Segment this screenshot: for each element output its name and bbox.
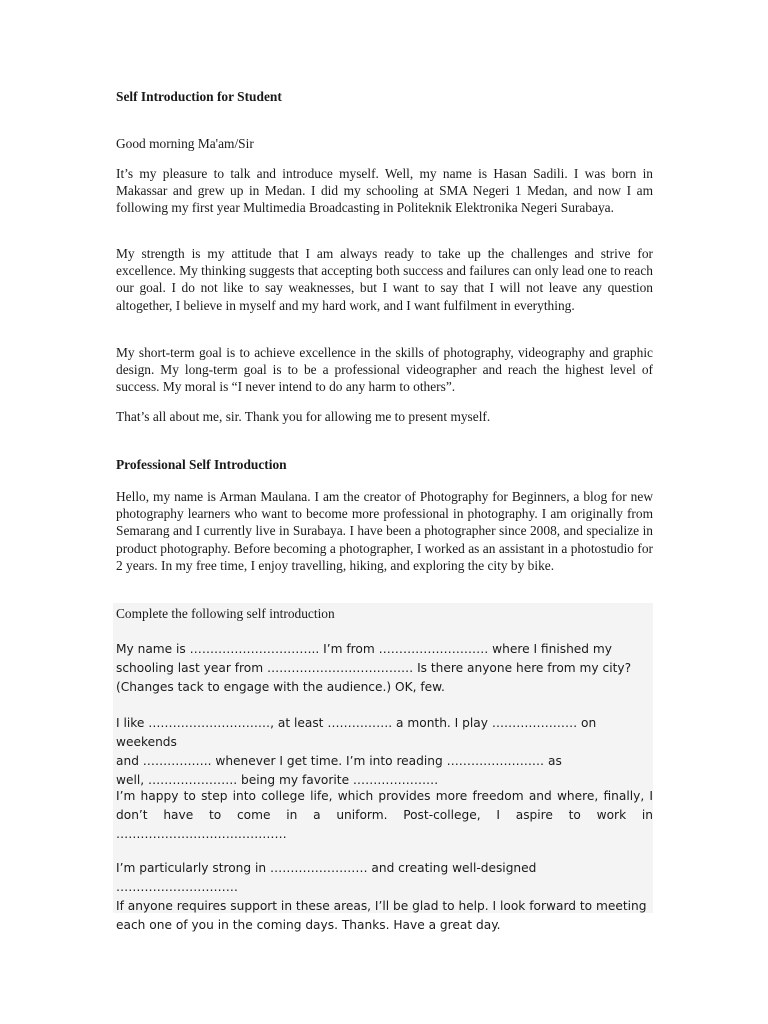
exercise-title: Complete the following self introduction xyxy=(116,606,335,621)
exercise-strengths-line-1: I’m particularly strong in …………………… and creating well-designed ………………………… xyxy=(116,861,537,894)
paragraph-student-strength: My strength is my attitude that I am always ready to take up the challenges and strive for excellence. My thinking suggests that accepting both success and failures can only lead one to reach our goal. I do not like to say weaknesses, but I want to say that I will not leave any question altogether, I believe in myself and my hard work, and I want fulfilment in everything. xyxy=(116,246,653,313)
paragraph-student-closing: That’s all about me, sir. Thank you for allowing me to present myself. xyxy=(116,409,491,424)
exercise-strengths-line-2: If anyone requires support in these areas, I’ll be glad to help. I look forward to meeting each one of you in the coming days. Thanks. Have a great day. xyxy=(116,899,647,932)
exercise-hobbies-line-3: well, …………………. being my favorite ………………… xyxy=(116,773,439,787)
section-title-student: Self Introduction for Student xyxy=(116,89,282,104)
paragraph-student-intro: It’s my pleasure to talk and introduce myself. Well, my name is Hasan Sadili. I was born in Makassar and grew up in Medan. I did my schooling at SMA Negeri 1 Medan, and now I am following my first year Multimedia Broadcasting in Politeknik Elektronika Negeri Surabaya. xyxy=(116,166,653,216)
exercise-hobbies-line-2: and …………….. whenever I get time. I’m into reading …………………… as xyxy=(116,754,562,768)
exercise-hobbies-line-1: I like …………………………, at least ……………. a month. I play ………………… on weekends xyxy=(116,716,597,749)
section-title-professional: Professional Self Introduction xyxy=(116,457,287,472)
greeting: Good morning Ma'am/Sir xyxy=(116,136,254,151)
exercise-paragraph-name: My name is ………………………….. I’m from ……………………… where I finished my schooling last year from ……………………………… Is there anyone here from my city? (Changes tack to engage with the audience.) OK, few. xyxy=(116,642,632,694)
exercise-paragraph-hobbies xyxy=(116,714,653,790)
paragraph-student-goals: My short-term goal is to achieve excellence in the skills of photography, videography and graphic design. My long-term goal is to be a professional videographer and reach the highest level of success. My moral is “I never intend to do any harm to others”. xyxy=(116,345,653,395)
paragraph-professional-intro: Hello, my name is Arman Maulana. I am the creator of Photography for Beginners, a blog for new photography learners who want to become more professional in photography. I am originally from Semarang and I currently live in Surabaya. I have been a photographer since 2008, and specialize in product photography. Before becoming a photographer, I worked as an assistant in a photostudio for 2 years. In my free time, I enjoy travelling, hiking, and exploring the city by bike. xyxy=(116,489,653,573)
exercise-paragraph-strengths xyxy=(116,859,653,935)
exercise-paragraph-college: I’m happy to step into college life, which provides more freedom and where, finally, I don’t have to come in a uniform. Post-college, I aspire to work in …………………………………… xyxy=(116,789,653,841)
